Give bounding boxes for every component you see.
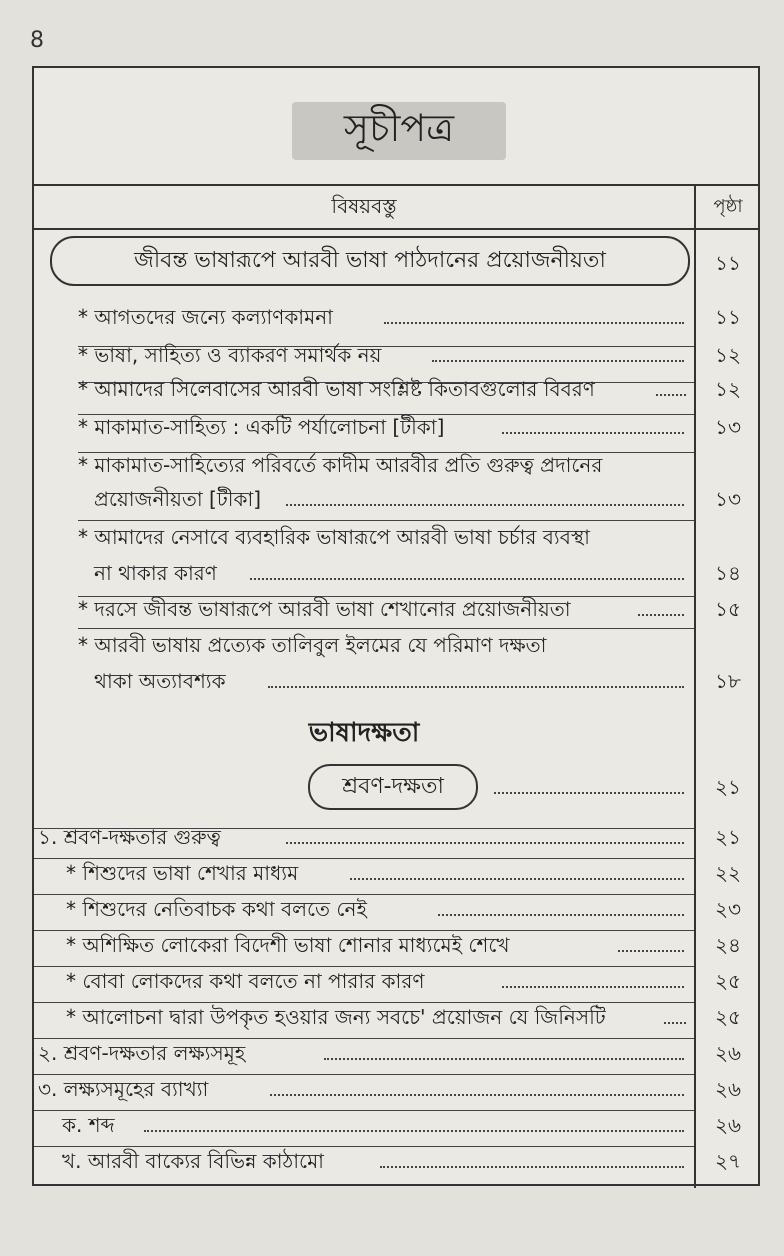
toc-row xyxy=(34,1144,762,1178)
leader-dots xyxy=(350,878,684,880)
leader-dots xyxy=(250,578,684,580)
entry-text: * আগতদের জন্যে কল্যাণকামনা xyxy=(78,305,333,329)
toc-frame xyxy=(32,66,760,1186)
toc-row xyxy=(34,592,762,626)
leader-dots xyxy=(656,394,686,396)
subsection-title: শ্রবণ-দক্ষতা xyxy=(342,773,444,799)
entry-text: * মাকামাত-সাহিত্য : একটি পর্যালোচনা [টীকা] xyxy=(78,415,445,439)
leader-dots xyxy=(494,792,684,794)
toc-row xyxy=(34,300,762,334)
leader-dots xyxy=(438,914,684,916)
header-subject: বিষয়বস্তু xyxy=(331,194,397,218)
toc-row xyxy=(34,892,762,926)
entry-page: ২৬ xyxy=(714,1113,741,1137)
leader-dots xyxy=(618,950,684,952)
entry-page: ২২ xyxy=(714,861,741,885)
header-top-rule xyxy=(34,184,758,186)
leader-dots xyxy=(380,1166,684,1168)
leader-dots xyxy=(286,842,684,844)
leader-dots xyxy=(270,1094,684,1096)
entry-page: ২৫ xyxy=(715,969,741,993)
toc-row xyxy=(34,964,762,998)
toc-row xyxy=(34,820,762,854)
section-title: জীবন্ত ভাষারূপে আরবী ভাষা পাঠদানের প্রয়োজনীয়তা xyxy=(134,247,606,273)
entry-text: না থাকার কারণ xyxy=(94,561,217,585)
leader-dots xyxy=(268,686,684,688)
toc-row xyxy=(34,556,762,590)
toc-row xyxy=(34,628,762,662)
toc-row xyxy=(34,520,762,554)
toc-row xyxy=(34,1000,762,1034)
entry-page: ১২ xyxy=(715,343,741,367)
entry-text: ২. শ্রবণ-দক্ষতার লক্ষ্যসমূহ xyxy=(38,1041,246,1065)
section-page-row xyxy=(34,246,762,280)
toc-row xyxy=(34,770,762,804)
entry-page: ১৪ xyxy=(715,561,741,585)
entry-text: ১. শ্রবণ-দক্ষতার গুরুত্ব xyxy=(38,825,221,849)
entry-page: ১২ xyxy=(715,377,741,401)
entry-page: ২৬ xyxy=(714,1077,741,1101)
toc-row xyxy=(34,338,762,372)
entry-page: ১৫ xyxy=(715,597,741,621)
header-page: পৃষ্ঠা xyxy=(713,196,743,217)
leader-dots xyxy=(664,1022,686,1024)
entry-text: ক. শব্দ xyxy=(62,1113,115,1137)
toc-row xyxy=(34,928,762,962)
entry-text: * শিশুদের ভাষা শেখার মাধ্যম xyxy=(66,861,299,885)
entry-text: * শিশুদের নেতিবাচক কথা বলতে নেই xyxy=(66,897,367,921)
leader-dots xyxy=(144,1130,684,1132)
section-page: ১১ xyxy=(715,251,741,275)
entry-text: * আলোচনা দ্বারা উপকৃত হওয়ার জন্য সবচে' প্রয়োজন যে জিনিসটি xyxy=(66,1005,606,1029)
entry-text: * দরসে জীবন্ত ভাষারূপে আরবী ভাষা শেখানোর প্রয়োজনীয়তা xyxy=(78,597,571,621)
entry-page: ২৬ xyxy=(714,1041,741,1065)
header-bottom-rule xyxy=(34,228,758,230)
leader-dots xyxy=(432,360,684,362)
entry-text: * ভাষা, সাহিত্য ও ব্যাকরণ সমার্থক নয় xyxy=(78,343,382,367)
entry-text: * বোবা লোকদের কথা বলতে না পারার কারণ xyxy=(66,969,425,993)
entry-text: * আমাদের সিলেবাসের আরবী ভাষা সংশ্লিষ্ট কিতাবগুলোর বিবরণ xyxy=(78,377,595,401)
entry-page: ২৪ xyxy=(715,933,741,957)
entry-page: ১৩ xyxy=(715,415,741,439)
leader-dots xyxy=(384,322,684,324)
subsection-page: ২১ xyxy=(715,775,741,799)
entry-text: * আমাদের নেসাবে ব্যবহারিক ভাষারূপে আরবী ভাষা চর্চার ব্যবস্থা xyxy=(78,525,590,549)
toc-row xyxy=(34,410,762,444)
toc-row xyxy=(34,664,762,698)
leader-dots xyxy=(286,504,684,506)
toc-row xyxy=(34,1036,762,1070)
entry-page: ২৫ xyxy=(715,1005,741,1029)
toc-row xyxy=(34,448,762,482)
entry-text: খ. আরবী বাক্যের বিভিন্ন কাঠামো xyxy=(62,1149,324,1173)
toc-row xyxy=(34,1072,762,1106)
entry-text: * আরবী ভাষায় প্রত্যেক তালিবুল ইলমের যে পরিমাণ দক্ষতা xyxy=(78,633,547,657)
toc-row xyxy=(34,856,762,890)
entry-page: ২৭ xyxy=(714,1149,741,1173)
leader-dots xyxy=(502,986,684,988)
entry-page: ২৩ xyxy=(714,897,741,921)
entry-page: ১১ xyxy=(715,305,741,329)
page-number: 8 xyxy=(30,28,44,53)
heading-language-skills: ভাষাদক্ষতা xyxy=(308,718,420,748)
entry-text: ৩. লক্ষ্যসমূহের ব্যাখ্যা xyxy=(38,1077,209,1101)
leader-dots xyxy=(324,1058,684,1060)
toc-row xyxy=(34,482,762,516)
toc-row xyxy=(34,1108,762,1142)
leader-dots xyxy=(502,432,684,434)
toc-title: সূচীপত্র xyxy=(292,102,506,160)
entry-text: প্রয়োজনীয়তা [টীকা] xyxy=(94,487,262,511)
leader-dots xyxy=(638,614,684,616)
entry-page: ১৮ xyxy=(715,669,741,693)
entry-text: থাকা অত্যাবশ্যক xyxy=(94,669,226,693)
entry-text: * মাকামাত-সাহিত্যের পরিবর্তে কাদীম আরবীর প্রতি গুরুত্ব প্রদানের xyxy=(78,453,603,477)
entry-page: ১৩ xyxy=(715,487,741,511)
entry-text: * অশিক্ষিত লোকেরা বিদেশী ভাষা শোনার মাধ্যমেই শেখে xyxy=(66,933,510,957)
toc-row xyxy=(34,372,762,406)
entry-page: ২১ xyxy=(715,825,741,849)
